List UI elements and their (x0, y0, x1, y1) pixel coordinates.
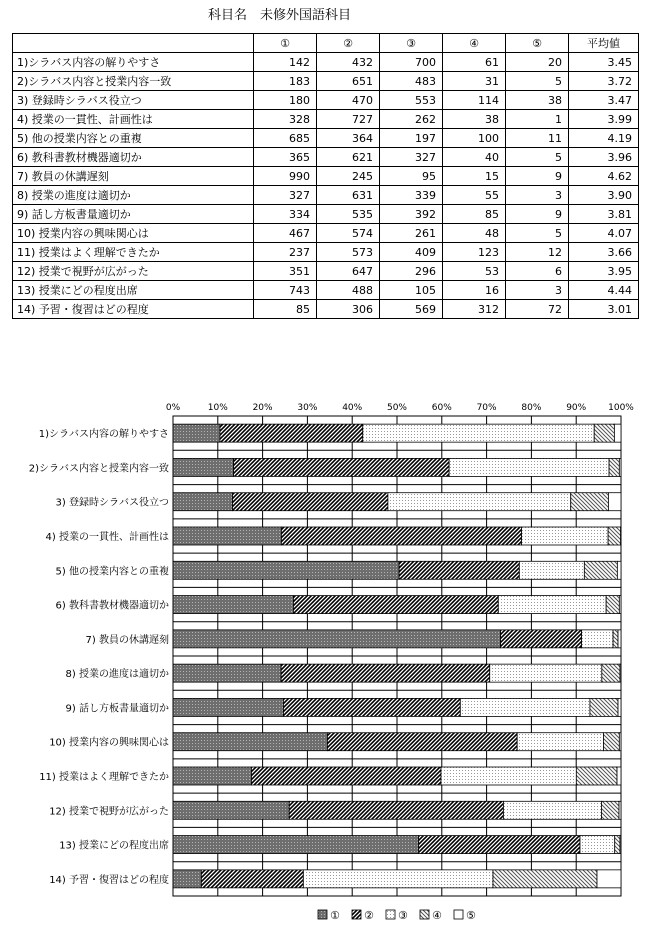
legend-label-1: ① (330, 909, 340, 922)
legend-swatch-5 (454, 910, 463, 919)
bar-segment-13-rating-1 (173, 836, 419, 854)
row-count-rating-1: 685 (254, 129, 317, 148)
row-question-label: 1)シラバス内容の解りやすさ (13, 53, 254, 72)
row-count-rating-3: 339 (380, 186, 443, 205)
row-count-rating-3: 553 (380, 91, 443, 110)
y-category-label: 13) 授業にどの程度出席 (59, 840, 169, 852)
row-count-rating-1: 328 (254, 110, 317, 129)
row-count-rating-1: 990 (254, 167, 317, 186)
bar-segment-9-rating-4 (590, 698, 618, 716)
bar-segment-12-rating-1 (173, 801, 289, 819)
table-row (13, 205, 639, 224)
y-category-label: 7) 教員の休講遅刻 (85, 634, 169, 646)
bar-segment-14-rating-1 (173, 870, 201, 888)
row-count-rating-4: 48 (443, 224, 506, 243)
row-count-rating-1: 180 (254, 91, 317, 110)
row-average: 4.07 (569, 224, 639, 243)
subject-label: 科目名 (208, 8, 248, 23)
table-body (13, 53, 639, 319)
row-count-rating-1: 467 (254, 224, 317, 243)
bar-segment-1-rating-4 (594, 424, 614, 442)
grid-lines (173, 416, 621, 896)
x-tick-label: 30% (297, 403, 318, 413)
bar-segment-12-rating-5 (619, 801, 621, 819)
bar-segment-10-rating-4 (603, 733, 619, 751)
bar-segment-10-rating-1 (173, 733, 327, 751)
y-category-label: 2)シラバス内容と授業内容一致 (28, 463, 169, 475)
row-count-rating-5: 5 (506, 224, 569, 243)
bar-segment-3-rating-5 (608, 493, 621, 511)
row-count-rating-3: 392 (380, 205, 443, 224)
bar-segment-1-rating-2 (220, 424, 363, 442)
bar-segment-12-rating-2 (289, 801, 503, 819)
row-average: 3.95 (569, 262, 639, 281)
row-count-rating-2: 432 (317, 53, 380, 72)
bar-segment-3-rating-3 (388, 493, 571, 511)
row-count-rating-5: 11 (506, 129, 569, 148)
row-question-label: 8) 授業の進度は適切か (13, 186, 254, 205)
bar-segment-11-rating-4 (576, 767, 617, 785)
bar-segment-9-rating-3 (460, 698, 590, 716)
row-count-rating-5: 9 (506, 167, 569, 186)
table-row (13, 262, 639, 281)
table-row (13, 281, 639, 300)
row-question-label: 12) 授業で視野が広がった (13, 262, 254, 281)
row-count-rating-5: 38 (506, 91, 569, 110)
x-tick-label: 90% (566, 403, 587, 413)
x-tick-label: 50% (386, 403, 408, 413)
bar-segment-7-rating-2 (501, 630, 582, 648)
row-count-rating-4: 53 (443, 262, 506, 281)
row-question-label: 14) 予習・復習はどの程度 (13, 300, 254, 319)
row-count-rating-5: 3 (506, 281, 569, 300)
row-count-rating-4: 85 (443, 205, 506, 224)
bar-segment-14-rating-5 (597, 870, 621, 888)
row-count-rating-3: 483 (380, 72, 443, 91)
bar-segment-9-rating-2 (283, 698, 460, 716)
x-tick-label: 20% (252, 403, 273, 413)
bar-segment-13-rating-5 (620, 836, 621, 854)
row-count-rating-2: 535 (317, 205, 380, 224)
bar-segment-1-rating-5 (614, 424, 621, 442)
bar-segment-11-rating-5 (617, 767, 621, 785)
row-count-rating-2: 573 (317, 243, 380, 262)
row-count-rating-3: 327 (380, 148, 443, 167)
row-count-rating-5: 12 (506, 243, 569, 262)
row-count-rating-1: 327 (254, 186, 317, 205)
row-question-label: 3) 登録時シラバス役立つ (13, 91, 254, 110)
bar-segment-14-rating-4 (493, 870, 597, 888)
row-count-rating-4: 15 (443, 167, 506, 186)
bar-segment-8-rating-2 (281, 664, 490, 682)
bar-segment-9-rating-5 (618, 698, 621, 716)
row-count-rating-4: 100 (443, 129, 506, 148)
bar-segment-12-rating-3 (503, 801, 601, 819)
row-count-rating-2: 727 (317, 110, 380, 129)
x-tick-label: 60% (431, 403, 452, 413)
row-question-label: 2)シラバス内容と授業内容一致 (13, 72, 254, 91)
row-count-rating-2: 621 (317, 148, 380, 167)
row-count-rating-2: 306 (317, 300, 380, 319)
row-count-rating-4: 61 (443, 53, 506, 72)
header-rating-2: ② (317, 34, 380, 53)
legend-label-3: ③ (398, 909, 408, 922)
table-row (13, 167, 639, 186)
y-category-label: 5) 他の授業内容との重複 (55, 566, 169, 578)
row-count-rating-3: 261 (380, 224, 443, 243)
row-count-rating-2: 470 (317, 91, 380, 110)
row-count-rating-3: 409 (380, 243, 443, 262)
row-question-label: 10) 授業内容の興味関心は (13, 224, 254, 243)
subject-title (208, 4, 351, 23)
bar-segment-6-rating-3 (498, 596, 606, 614)
bar-segment-8-rating-5 (620, 664, 621, 682)
bar-segment-2-rating-1 (173, 458, 234, 476)
row-count-rating-1: 334 (254, 205, 317, 224)
bar-segment-13-rating-2 (419, 836, 580, 854)
bar-segment-7-rating-1 (173, 630, 501, 648)
bar-segment-5-rating-1 (173, 561, 399, 579)
header-question (13, 34, 254, 53)
x-tick-label: 100% (608, 403, 634, 413)
row-count-rating-3: 95 (380, 167, 443, 186)
row-count-rating-4: 16 (443, 281, 506, 300)
bar-segment-3-rating-2 (233, 493, 388, 511)
row-count-rating-2: 488 (317, 281, 380, 300)
row-count-rating-1: 351 (254, 262, 317, 281)
row-average: 3.90 (569, 186, 639, 205)
row-count-rating-2: 364 (317, 129, 380, 148)
bar-segment-1-rating-1 (173, 424, 220, 442)
x-tick-label: 40% (342, 403, 363, 413)
y-category-label: 14) 予習・復習はどの程度 (49, 874, 169, 886)
row-question-label: 9) 話し方板書量適切か (13, 205, 254, 224)
bar-segment-4-rating-4 (608, 527, 621, 545)
row-question-label: 7) 教員の休講遅刻 (13, 167, 254, 186)
bar-segment-14-rating-2 (201, 870, 303, 888)
bar-segment-10-rating-5 (619, 733, 621, 751)
bar-segment-8-rating-1 (173, 664, 281, 682)
row-count-rating-2: 647 (317, 262, 380, 281)
row-count-rating-1: 85 (254, 300, 317, 319)
row-question-label: 5) 他の授業内容との重複 (13, 129, 254, 148)
y-category-label: 3) 登録時シラバス役立つ (55, 497, 169, 509)
row-average: 3.01 (569, 300, 639, 319)
row-count-rating-4: 40 (443, 148, 506, 167)
subject-name: 未修外国語科目 (260, 8, 352, 23)
x-tick-label: 80% (521, 403, 542, 413)
legend-swatch-3 (386, 910, 395, 919)
row-count-rating-4: 55 (443, 186, 506, 205)
header-average: 平均値 (569, 34, 639, 53)
row-average: 4.19 (569, 129, 639, 148)
bar-segment-9-rating-1 (173, 698, 283, 716)
table-row (13, 72, 639, 91)
row-count-rating-1: 237 (254, 243, 317, 262)
survey-results-table (12, 33, 639, 319)
bar-segment-6-rating-1 (173, 596, 293, 614)
bar-segment-13-rating-4 (615, 836, 620, 854)
table-row (13, 224, 639, 243)
bar-segment-7-rating-3 (582, 630, 613, 648)
bar-segment-5-rating-5 (617, 561, 621, 579)
y-category-label: 12) 授業で視野が広がった (49, 806, 169, 818)
header-rating-1: ① (254, 34, 317, 53)
row-count-rating-3: 262 (380, 110, 443, 129)
row-count-rating-5: 3 (506, 186, 569, 205)
table-row (13, 186, 639, 205)
row-count-rating-3: 296 (380, 262, 443, 281)
row-count-rating-2: 631 (317, 186, 380, 205)
bar-segment-2-rating-3 (449, 458, 609, 476)
bar-segment-6-rating-4 (606, 596, 619, 614)
bar-segment-11-rating-1 (173, 767, 251, 785)
y-category-label: 1)シラバス内容の解りやすさ (38, 429, 169, 441)
y-category-label: 4) 授業の一貫性、計画性は (45, 532, 169, 543)
bar-segment-14-rating-3 (303, 870, 493, 888)
x-axis (166, 403, 634, 413)
row-average: 3.47 (569, 91, 639, 110)
y-axis-category-labels (29, 427, 169, 886)
bar-segment-11-rating-3 (441, 767, 576, 785)
row-count-rating-4: 31 (443, 72, 506, 91)
bar-segment-12-rating-4 (601, 801, 619, 819)
row-count-rating-5: 1 (506, 110, 569, 129)
row-count-rating-1: 365 (254, 148, 317, 167)
bar-segment-3-rating-1 (173, 493, 233, 511)
row-question-label: 13) 授業にどの程度出席 (13, 281, 254, 300)
bar-segment-4-rating-2 (281, 527, 521, 545)
bar-segment-8-rating-4 (602, 664, 620, 682)
bar-segment-5-rating-2 (399, 561, 519, 579)
stacked-bar-chart (0, 395, 652, 944)
row-count-rating-1: 743 (254, 281, 317, 300)
header-rating-3: ③ (380, 34, 443, 53)
y-category-label: 9) 話し方板書量適切か (65, 703, 169, 715)
row-average: 3.99 (569, 110, 639, 129)
row-count-rating-5: 6 (506, 262, 569, 281)
legend-label-5: ⑤ (466, 909, 476, 922)
header-rating-4: ④ (443, 34, 506, 53)
row-count-rating-3: 105 (380, 281, 443, 300)
row-average: 3.72 (569, 72, 639, 91)
row-count-rating-4: 123 (443, 243, 506, 262)
x-tick-label: 10% (207, 403, 228, 413)
row-average: 3.66 (569, 243, 639, 262)
row-count-rating-3: 569 (380, 300, 443, 319)
row-count-rating-2: 245 (317, 167, 380, 186)
legend (318, 909, 476, 922)
bar-segment-8-rating-3 (490, 664, 602, 682)
row-average: 3.81 (569, 205, 639, 224)
bar-segment-10-rating-3 (517, 733, 603, 751)
bar-segment-2-rating-5 (619, 458, 621, 476)
y-category-label: 6) 教科書教材機器適切か (55, 600, 169, 612)
x-tick-label: 0% (165, 403, 181, 413)
bar-segment-13-rating-3 (580, 836, 615, 854)
bar-segment-3-rating-4 (571, 493, 609, 511)
table-row (13, 129, 639, 148)
table-row (13, 148, 639, 167)
row-count-rating-4: 312 (443, 300, 506, 319)
bar-segment-6-rating-5 (619, 596, 621, 614)
row-count-rating-5: 5 (506, 148, 569, 167)
legend-swatch-1 (318, 910, 327, 919)
y-category-label: 10) 授業内容の興味関心は (49, 737, 169, 749)
row-question-label: 4) 授業の一貫性、計画性は (13, 110, 254, 129)
bar-segment-6-rating-2 (293, 596, 498, 614)
row-count-rating-1: 183 (254, 72, 317, 91)
table-row (13, 110, 639, 129)
row-question-label: 11) 授業はよく理解できたか (13, 243, 254, 262)
y-category-label: 8) 授業の進度は適切か (65, 669, 169, 681)
table-row (13, 300, 639, 319)
bar-segment-7-rating-5 (618, 630, 621, 648)
bar-segment-5-rating-3 (519, 561, 584, 579)
row-count-rating-4: 114 (443, 91, 506, 110)
row-count-rating-5: 72 (506, 300, 569, 319)
bar-segment-4-rating-3 (522, 527, 609, 545)
row-count-rating-3: 197 (380, 129, 443, 148)
row-count-rating-1: 142 (254, 53, 317, 72)
table-row (13, 243, 639, 262)
legend-swatch-2 (352, 910, 361, 919)
row-count-rating-2: 651 (317, 72, 380, 91)
row-count-rating-2: 574 (317, 224, 380, 243)
bar-segment-2-rating-2 (234, 458, 450, 476)
row-count-rating-5: 5 (506, 72, 569, 91)
row-count-rating-4: 38 (443, 110, 506, 129)
table-header-row (13, 34, 639, 53)
row-average: 3.45 (569, 53, 639, 72)
table-row (13, 53, 639, 72)
row-question-label: 6) 教科書教材機器適切か (13, 148, 254, 167)
bar-segment-10-rating-2 (327, 733, 517, 751)
row-count-rating-5: 9 (506, 205, 569, 224)
bar-segment-1-rating-3 (363, 424, 594, 442)
bar-segment-7-rating-4 (613, 630, 618, 648)
legend-label-4: ④ (432, 909, 442, 922)
bar-segment-11-rating-2 (251, 767, 441, 785)
row-average: 4.44 (569, 281, 639, 300)
table-row (13, 91, 639, 110)
bar-segment-4-rating-1 (173, 527, 281, 545)
row-count-rating-5: 20 (506, 53, 569, 72)
x-tick-label: 70% (476, 403, 497, 413)
y-category-label: 11) 授業はよく理解できたか (39, 772, 169, 783)
bar-segment-5-rating-4 (584, 561, 617, 579)
legend-label-2: ② (364, 909, 374, 922)
row-average: 3.96 (569, 148, 639, 167)
bar-segment-2-rating-4 (609, 458, 619, 476)
header-rating-5: ⑤ (506, 34, 569, 53)
row-average: 4.62 (569, 167, 639, 186)
legend-swatch-4 (420, 910, 429, 919)
row-count-rating-3: 700 (380, 53, 443, 72)
